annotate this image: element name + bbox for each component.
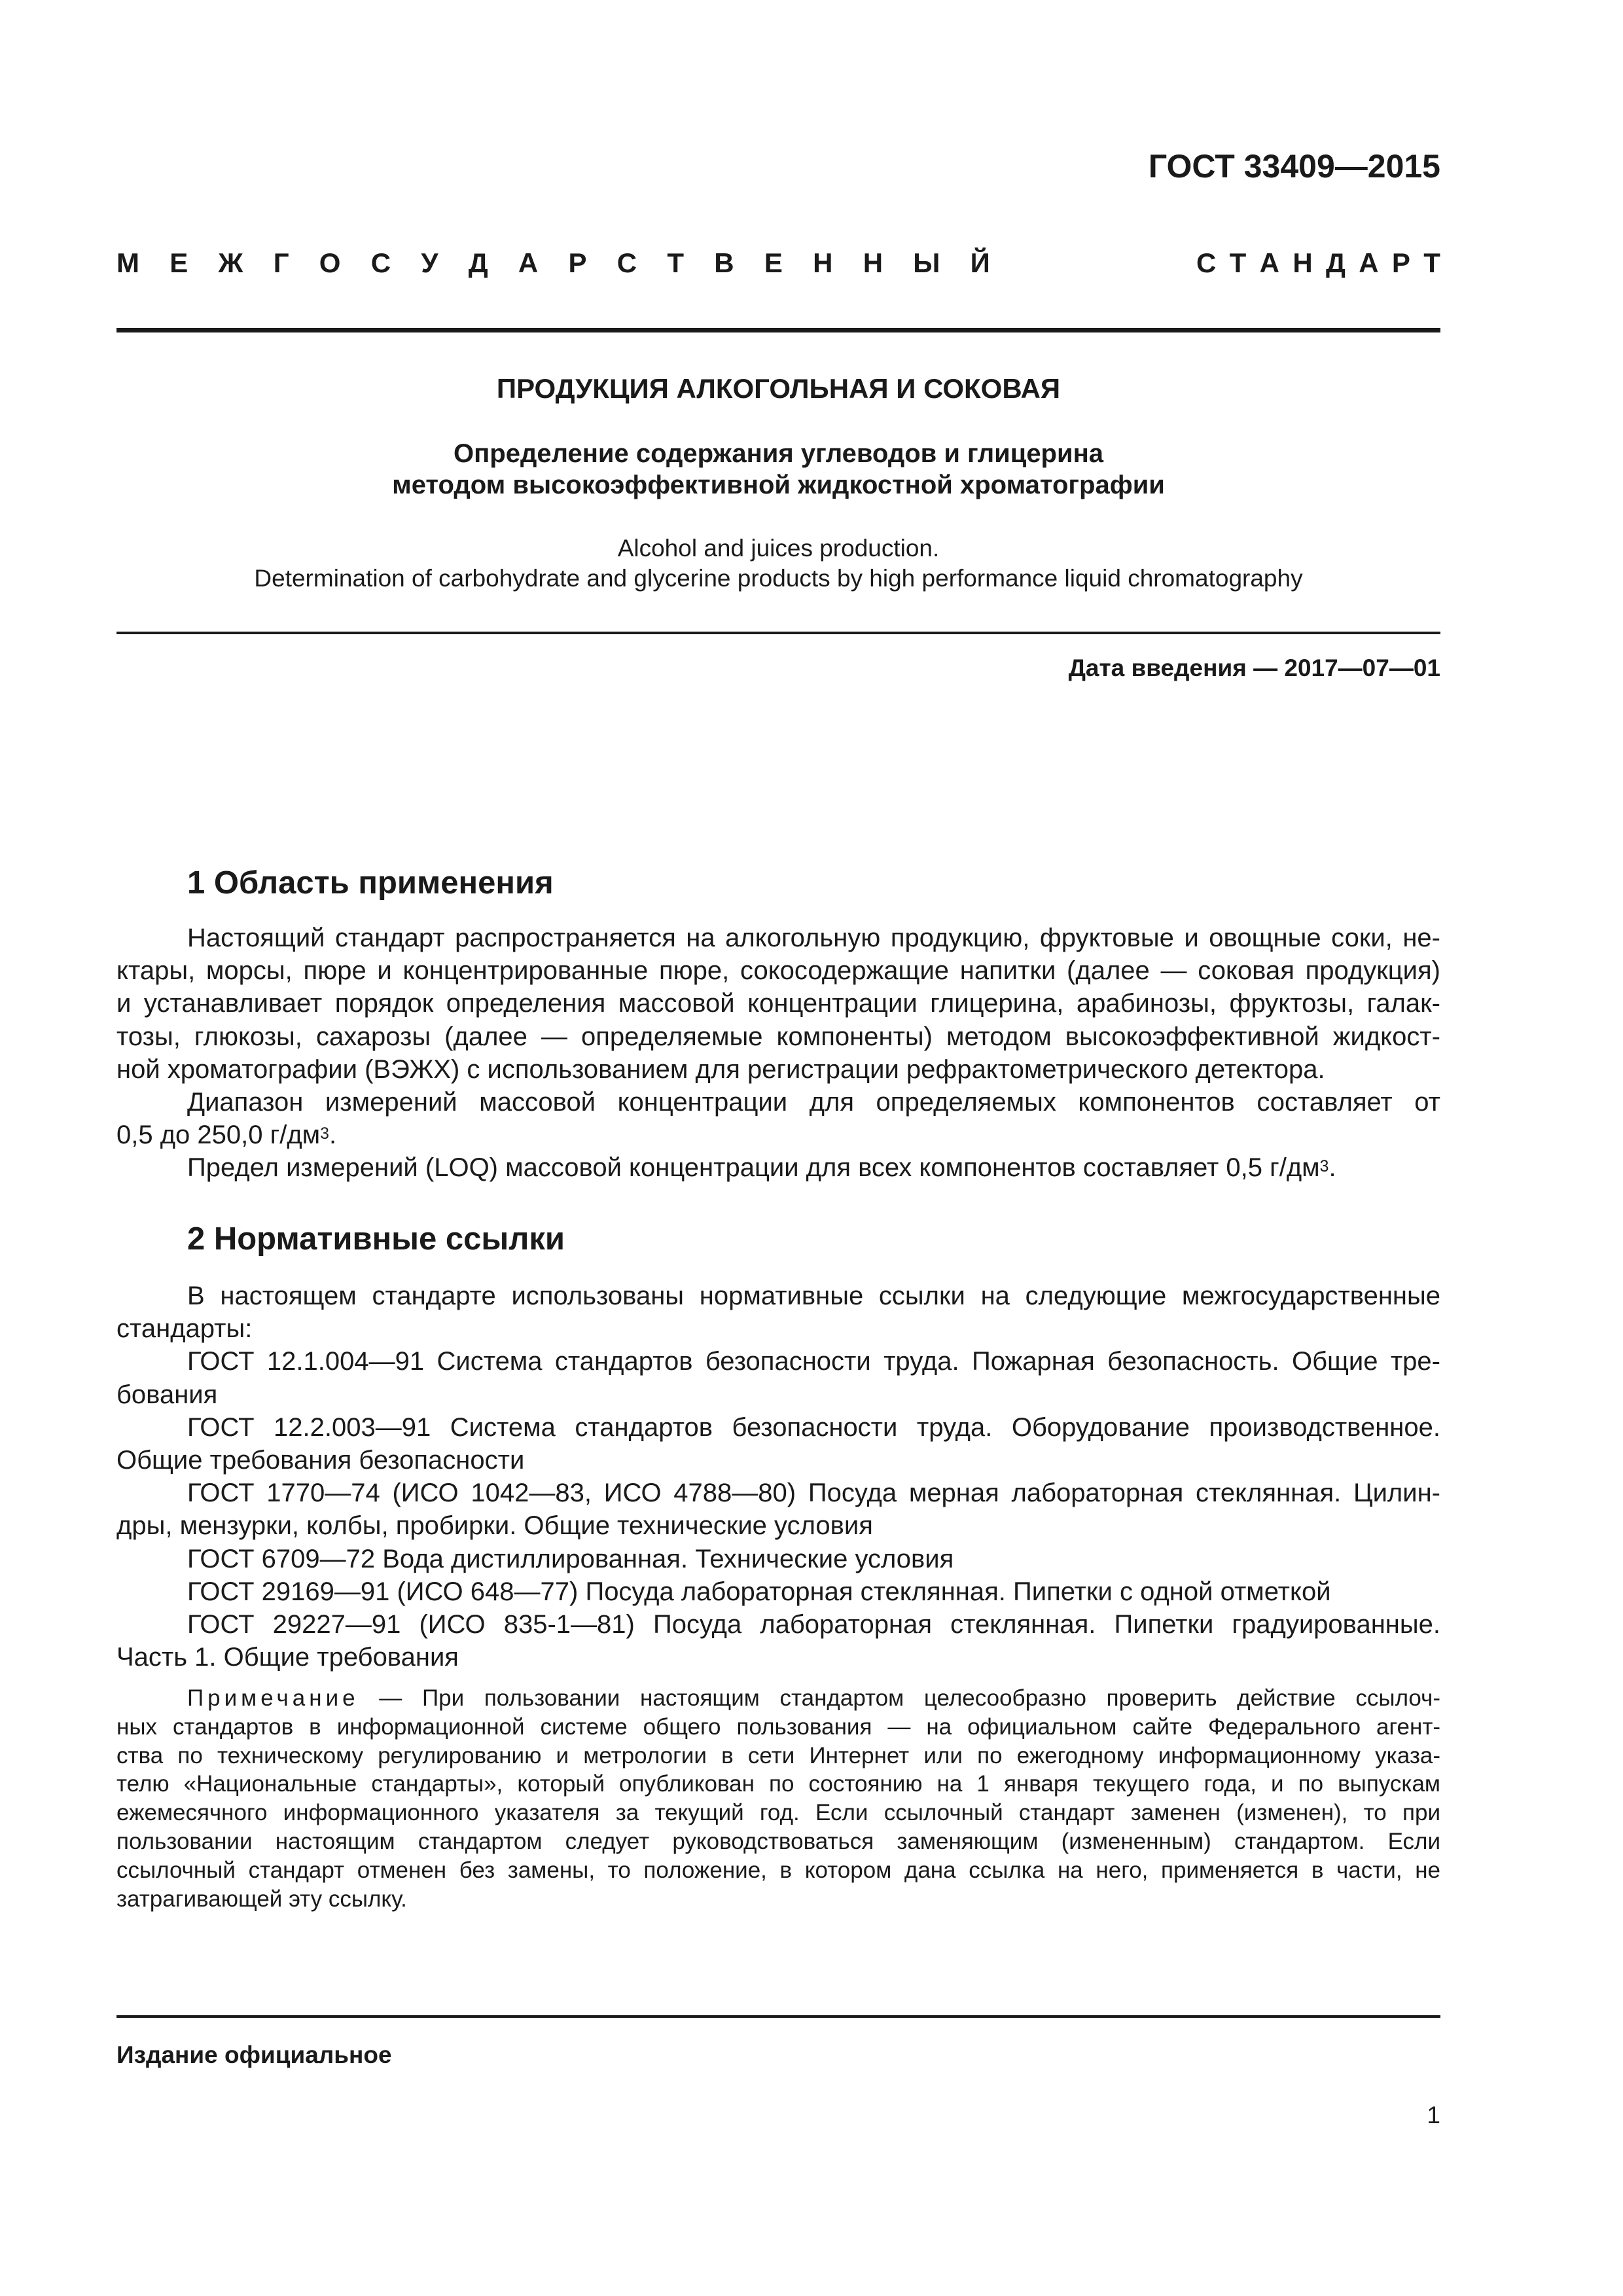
text-line: и устанавливает порядок определения массовой концентрации глицерина, арабинозы, фруктозы, галак- (116, 989, 1440, 1018)
reference-item: ГОСТ 6709—72 Вода дистиллированная. Технические условия (187, 1544, 954, 1573)
interstate-word (116, 247, 990, 279)
banner-letter: Е (169, 247, 188, 278)
banner-letter: Д (468, 247, 488, 278)
reference-item: ГОСТ 12.2.003—91 Система стандартов безопасности труда. Оборудование производственное. (187, 1412, 1440, 1442)
banner-letter: С (616, 247, 637, 278)
section-2-references (116, 1280, 1440, 1674)
banner-letter: Т (1423, 247, 1440, 278)
text-line: Часть 1. Общие требования (116, 1643, 459, 1672)
text-line: 0,5 до 250,0 $г/дм^3$. (116, 1121, 337, 1150)
banner-letter: Н (1293, 247, 1313, 278)
english-title-line1: Alcohol and juices production. (617, 535, 940, 562)
text-line: Диапазон измерений массовой концентрации для определяемых компонентов составляет от (187, 1087, 1440, 1117)
reference-item: ГОСТ 29169—91 (ИСО 648—77) Посуда лабораторная стеклянная. Пипетки с одной отметкой (187, 1577, 1331, 1606)
banner-letter: А (518, 247, 539, 278)
banner-letter: Т (1229, 247, 1247, 278)
banner-letter: Е (764, 247, 783, 278)
banner-letter: С (370, 247, 391, 278)
banner-letter: С (1196, 247, 1217, 278)
banner-letter: Т (667, 247, 684, 278)
title-rule (116, 632, 1440, 634)
interstate-standard-banner (116, 247, 1440, 287)
reference-item: ГОСТ 29227—91 (ИСО 835-1—81) Посуда лабораторная стеклянная. Пипетки градуированные. (187, 1609, 1440, 1639)
reference-item: ГОСТ 12.1.004—91 Система стандартов безопасности труда. Пожарная безопасность. Общие тре- (187, 1347, 1440, 1376)
document-subtitle-line1: Определение содержания углеводов и глицерина (454, 439, 1103, 468)
banner-letter: Р (1391, 247, 1410, 278)
banner-letter: А (1359, 247, 1379, 278)
note-label: Примечание (187, 1685, 359, 1711)
text-line: бования (116, 1380, 218, 1409)
banner-letter: М (116, 247, 139, 278)
text-line: В настоящем стандарте использованы нормативные ссылки на следующие межгосударственные (187, 1282, 1440, 1310)
banner-letter: В (714, 247, 734, 278)
official-edition-label: Издание официальное (116, 2041, 392, 2068)
banner-letter: О (319, 247, 341, 278)
text-line: Примечание — При пользовании настоящим стандартом целесообразно проверить действие ссылоч- (187, 1685, 1440, 1711)
header-rule (116, 328, 1440, 332)
text-line: Общие требования безопасности (116, 1445, 525, 1475)
text-line: телю «Национальные стандарты», который опубликован по состоянию на 1 января текущего года, и по выпускам (116, 1771, 1440, 1797)
text-line: дры, мензурки, колбы, пробирки. Общие технические условия (116, 1511, 873, 1541)
footer-rule (116, 2015, 1440, 2018)
banner-letter: А (1259, 247, 1279, 278)
text-line: ной хроматографии (ВЭЖХ) с использованием для регистрации рефрактометрического детектора. (116, 1054, 1325, 1084)
text-line: ежемесячного информационного указателя за текущий год. Если ссылочный стандарт заменен (изменен), то при (116, 1800, 1440, 1826)
banner-letter: Д (1326, 247, 1346, 278)
banner-letter: У (421, 247, 438, 278)
document-code: ГОСТ 33409—2015 (1148, 148, 1440, 185)
banner-letter: Н (813, 247, 833, 278)
banner-letter: Г (273, 247, 289, 278)
text-line: затрагивающей эту ссылку. (116, 1886, 407, 1912)
text-line: ства по техническому регулированию и метрологии в сети Интернет или по ежегодному информационному указа- (116, 1742, 1440, 1768)
banner-letter: Ж (218, 247, 243, 278)
text-line: ктары, морсы, пюре и концентрированные пюре, сокосодержащие напитки (далее — соковая продукция) (116, 956, 1440, 986)
reference-item: ГОСТ 1770—74 (ИСО 1042—83, ИСО 4788—80) Посуда мерная лабораторная стеклянная. Цилин- (187, 1479, 1440, 1508)
english-title-line2: Determination of carbohydrate and glycerine products by high performance liquid chromatography (254, 565, 1303, 592)
introduction-date: Дата введения — 2017—07—01 (1068, 655, 1440, 681)
banner-letter: Ы (913, 247, 940, 278)
document-title: ПРОДУКЦИЯ АЛКОГОЛЬНАЯ И СОКОВАЯ (496, 373, 1061, 404)
banner-letter: Н (863, 247, 883, 278)
document-subtitle-line2: методом высокоэффективной жидкостной хроматографии (392, 471, 1165, 499)
note-block (116, 1684, 1440, 1913)
text-line: тозы, глюкозы, сахарозы (далее — определяемые компоненты) методом высокоэффективной жидкост- (116, 1022, 1440, 1051)
section-1-paragraph-1 (116, 922, 1440, 1185)
text-line: ссылочный стандарт отменен без замены, то положение, в котором дана ссылка на него, применяется в части, не (116, 1857, 1440, 1883)
banner-letter: Р (568, 247, 587, 278)
text-line: стандарты: (116, 1314, 253, 1344)
banner-letter: Й (970, 247, 990, 278)
text-line: ных стандартов в информационной системе общего пользования — на официальном сайте Федерального агент- (116, 1713, 1440, 1740)
standard-word (1196, 247, 1440, 279)
text-line: пользовании настоящим стандартом следует руководствоваться заменяющим (измененным) стандартом. Если (116, 1828, 1440, 1854)
section-2-heading: 2 Нормативные ссылки (187, 1221, 565, 1257)
text-line: Настоящий стандарт распространяется на алкогольную продукцию, фруктовые и овощные соки, не- (187, 924, 1440, 952)
page-number: 1 (1427, 2102, 1440, 2128)
section-1-heading: 1 Область применения (187, 865, 554, 901)
text-line: Предел измерений (LOQ) массовой концентрации для всех компонентов составляет 0,5 $г/дм^3$. (187, 1153, 1336, 1183)
